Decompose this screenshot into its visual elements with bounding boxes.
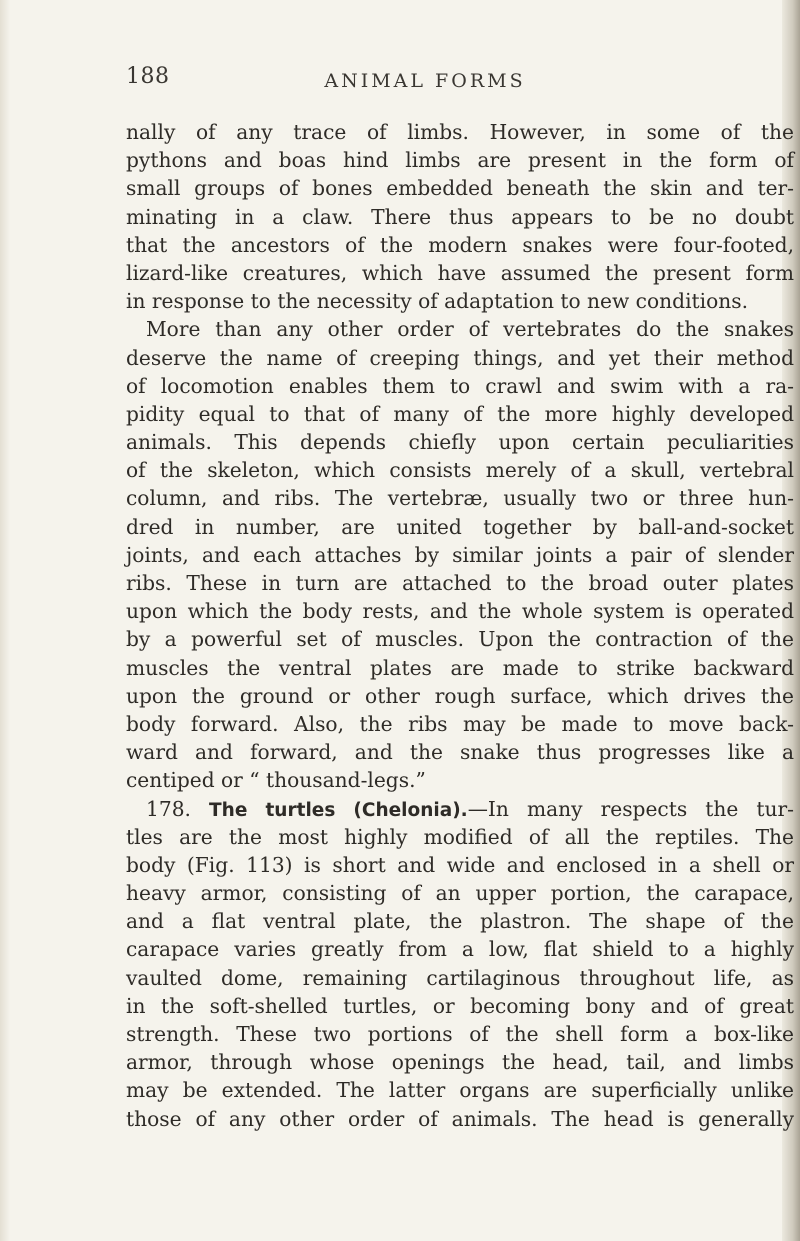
- text-line: and a flat ventral plate, the plastron. The shape of the: [126, 909, 794, 934]
- text-line: by a powerful set of muscles. Upon the contraction of the: [126, 627, 794, 652]
- running-head: ANIMAL FORMS: [324, 70, 526, 92]
- text-line: animals. This depends chiefly upon certain peculiarities: [126, 430, 794, 455]
- text-line: in response to the necessity of adaptation to new conditions.: [126, 289, 749, 314]
- text-line: may be extended. The latter organs are superficially unlike: [126, 1078, 794, 1103]
- text-line: lizard-like creatures, which have assumed the present form: [126, 260, 794, 285]
- text-line: that the ancestors of the modern snakes were four-footed,: [126, 232, 794, 257]
- body-text: [126, 118, 794, 1133]
- text-line: vaulted dome, remaining cartilaginous throughout life, as: [126, 965, 794, 990]
- section-heading: The turtles (Chelonia).: [209, 799, 468, 821]
- text-line: upon which the body rests, and the whole system is operated: [126, 599, 794, 624]
- page-gutter-shadow: [0, 0, 10, 1241]
- text-line: small groups of bones embedded beneath the skin and ter-: [126, 176, 794, 201]
- text-line: tles are the most highly modified of all the reptiles. The: [126, 824, 794, 849]
- text-line: pythons and boas hind limbs are present in the form of: [126, 148, 794, 173]
- text-line: muscles the ventral plates are made to strike backward: [126, 655, 794, 680]
- text-line: ribs. These in turn are attached to the broad outer plates: [126, 571, 794, 595]
- section-number: 178.: [146, 796, 191, 821]
- text-line: body (Fig. 113) is short and wide and enclosed in a shell or: [126, 852, 794, 877]
- text-line: More than any other order of vertebrates do the snakes: [146, 317, 794, 342]
- text-line: carapace varies greatly from a low, flat shield to a highly: [126, 937, 794, 962]
- text-line: ward and forward, and the snake thus progresses like a: [126, 740, 794, 765]
- section-heading-line: [126, 795, 794, 823]
- text-line: in the soft-shelled turtles, or becoming bony and of great: [126, 993, 794, 1018]
- text-line: centiped or “ thousand-legs.”: [126, 768, 426, 793]
- text-line: armor, through whose openings the head, tail, and limbs: [126, 1050, 794, 1075]
- text-line: dred in number, are united together by ball-and-socket: [126, 514, 794, 539]
- text-line: joints, and each attaches by similar joints a pair of slender: [126, 542, 794, 567]
- section-first-line: —In many respects the tur-: [467, 796, 794, 821]
- text-line: column, and ribs. The vertebræ, usually two or three hun-: [126, 486, 794, 511]
- text-line: deserve the name of creeping things, and yet their method: [126, 345, 794, 370]
- text-line: heavy armor, consisting of an upper portion, the carapace,: [126, 881, 794, 906]
- text-line: those of any other order of animals. The head is generally: [126, 1106, 794, 1131]
- text-line: of locomotion enables them to crawl and swim with a ra-: [126, 373, 794, 398]
- text-line: body forward. Also, the ribs may be made to move back-: [126, 711, 794, 736]
- text-line: pidity equal to that of many of the more highly developed: [126, 401, 794, 426]
- text-line: of the skeleton, which consists merely of a skull, vertebral: [126, 458, 794, 483]
- text-line: minating in a claw. There thus appears to be no doubt: [126, 204, 794, 229]
- page-number: 188: [126, 64, 170, 89]
- text-line: strength. These two portions of the shell form a box-like: [126, 1022, 794, 1046]
- text-line: nally of any trace of limbs. However, in some of the: [126, 120, 794, 144]
- text-line: upon the ground or other rough surface, which drives the: [126, 683, 794, 708]
